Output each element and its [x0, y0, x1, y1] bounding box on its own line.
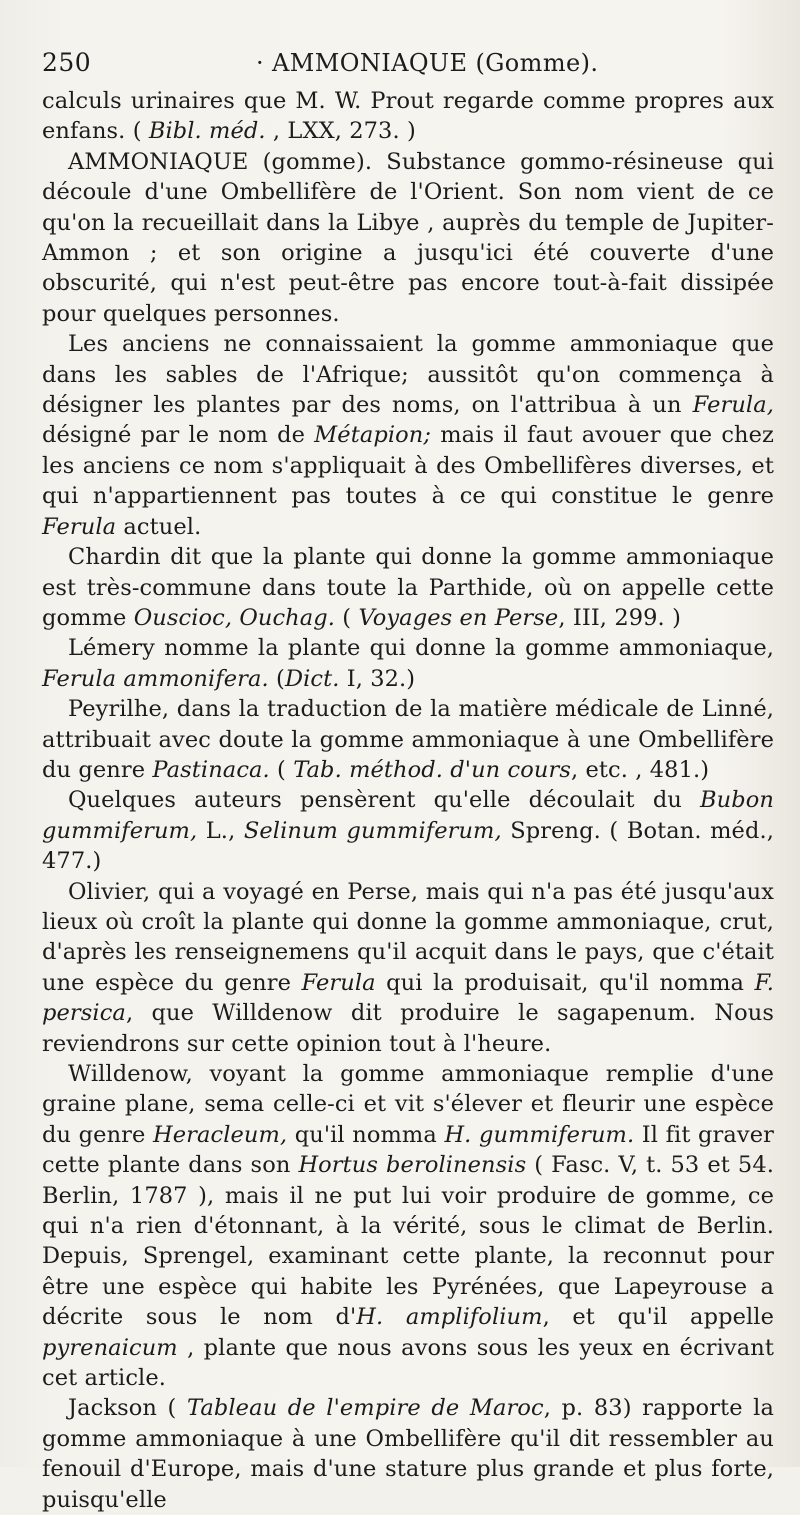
paragraph — [42, 633, 774, 694]
text-segment: qui la produisait, qu'il nomma — [375, 969, 755, 996]
page-header — [42, 46, 770, 80]
text-segment: Willdenow, voyant la gomme ammoniaque remplie d'une graine plane, sema celle-ci et vit s'élever et fleurir une espèce du genre — [42, 1061, 774, 1148]
text-segment: , III, 299. ) — [558, 604, 681, 631]
italic-text-segment: Selinum gummiferum, — [243, 817, 502, 844]
paragraph — [42, 542, 774, 633]
text-segment: Lémery nomme la plante qui donne la gomme ammoniaque, — [68, 635, 774, 662]
text-segment: , et qu'il appelle — [542, 1304, 774, 1331]
text-segment: qu'il nomma — [287, 1121, 445, 1148]
paragraph — [42, 1059, 774, 1393]
italic-text-segment: Ferula — [301, 969, 376, 996]
italic-text-segment: Heracleum, — [152, 1121, 288, 1148]
text-segment: AMMONIAQUE (gomme). Substance gommo-résineuse qui découle d'une Ombellifère de l'Orient. Son nom vient de ce qu'on la recueillait dans la Libye , auprès du temple de Jupiter-Ammon ; et son origine a jusqu'ici été couverte d'une obscurité, qui n'est peut-être pas encore tout-à-fait dissipée pour quelques personnes. — [42, 148, 774, 327]
text-segment: ( — [268, 665, 285, 692]
text-segment: Les anciens ne connaissaient la gomme ammoniaque que dans les sables de l'Afrique; aussitôt qu'on commença à désigner les plantes par des noms, on l'attribua à un — [42, 331, 774, 419]
paragraph — [42, 785, 774, 876]
text-segment: , etc. , 481.) — [570, 756, 710, 783]
italic-text-segment: Ouscioc, Ouchag. — [133, 604, 336, 631]
text-segment: , plante que nous avons sous les yeux en écrivant cet article. — [42, 1334, 774, 1392]
italic-text-segment: Hortus berolinensis — [298, 1152, 527, 1179]
text-segment: , p. 83) rapporte la gomme ammoniaque à une Ombellifère qu'il dit ressembler au fenouil d'Europe, mais d'une stature plus grande et plus forte, puisqu'elle — [42, 1395, 774, 1513]
italic-text-segment: Voyages en Perse — [358, 604, 559, 631]
text-segment: Il fit graver cette plante dans son — [42, 1121, 774, 1179]
italic-text-segment: H. amplifolium — [356, 1304, 543, 1331]
paragraph — [42, 1393, 774, 1515]
text-segment: désigné par le nom de — [42, 422, 315, 449]
text-segment: Spreng. ( Botan. méd., 477.) — [42, 817, 774, 875]
italic-text-segment: Ferula — [42, 513, 117, 540]
text-segment: Quelques auteurs pensèrent qu'elle découlait du — [68, 787, 701, 814]
italic-text-segment: Pastinaca. — [152, 756, 270, 783]
paragraph — [42, 694, 774, 785]
italic-text-segment: Dict. — [284, 665, 340, 692]
paragraph — [42, 86, 774, 147]
italic-text-segment: F. persica — [42, 969, 775, 1027]
text-segment: calculs urinaires que M. W. Prout regarde comme propres aux enfans. ( — [42, 88, 774, 145]
text-segment: actuel. — [116, 513, 202, 540]
running-head: · AMMONIAQUE (Gomme). — [256, 49, 599, 77]
text-segment: Peyrilhe, dans la traduction de la matière médicale de Linné, attribuait avec doute la gomme ammoniaque à une Ombellifère du genre — [42, 696, 774, 783]
italic-text-segment: Ferula ammonifera. — [42, 665, 269, 692]
text-segment: , LXX, 273. ) — [265, 118, 416, 145]
italic-text-segment: Métapion; — [314, 422, 432, 449]
paragraph — [42, 147, 774, 329]
text-segment: ( Fasc. V, t. 53 et 54. Berlin, 1787 ), mais il ne put lui voir produire de gomme, ce qui n'a rien d'étonnant, à la vérité, sous le climat de Berlin. Depuis, Sprengel, examinant cette plante, la reconnut pour être une espèce qui habite les Pyrénées, que Lapeyrouse a décrite sous le nom d' — [42, 1152, 774, 1331]
text-segment: ( — [335, 604, 359, 631]
italic-text-segment: Ferula, — [692, 392, 774, 419]
text-segment: Jackson ( — [68, 1395, 187, 1422]
page-number: 250 — [42, 48, 92, 77]
text-segment: ( — [269, 756, 294, 783]
text-segment: I, 32.) — [339, 665, 416, 692]
italic-text-segment: Bubon gummiferum, — [42, 787, 774, 844]
italic-text-segment: Tableau de l'empire de Maroc — [187, 1395, 544, 1422]
italic-text-segment: H. gummiferum. — [444, 1121, 635, 1148]
body-text — [42, 86, 774, 1515]
paragraph — [42, 329, 774, 542]
italic-text-segment: Bibl. méd. — [148, 118, 266, 145]
italic-text-segment: Tab. méthod. d'un cours — [293, 756, 571, 783]
text-segment: L., — [197, 817, 244, 844]
text-segment: Olivier, qui a voyagé en Perse, mais qui n'a pas été jusqu'aux lieux où croît la plante qui donne la gomme ammoniaque, crut, d'après les renseignemens qu'il acquit dans le pays, que c'était une espèce du genre — [42, 878, 774, 996]
text-segment: Chardin dit que la plante qui donne la gomme ammoniaque est très-commune dans toute la Parthide, où on appelle cette gomme — [42, 544, 774, 631]
paragraph — [42, 877, 774, 1059]
text-segment: mais il faut avouer que chez les anciens ce nom s'appliquait à des Ombellifères diverses, et qui n'appartiennent pas toutes à ce qui constitue le genre — [42, 422, 774, 510]
italic-text-segment: pyrenaicum — [42, 1334, 178, 1361]
text-segment: , que Willdenow dit produire le sagapenum. Nous reviendrons sur cette opinion tout à l'heure. — [42, 1000, 774, 1057]
